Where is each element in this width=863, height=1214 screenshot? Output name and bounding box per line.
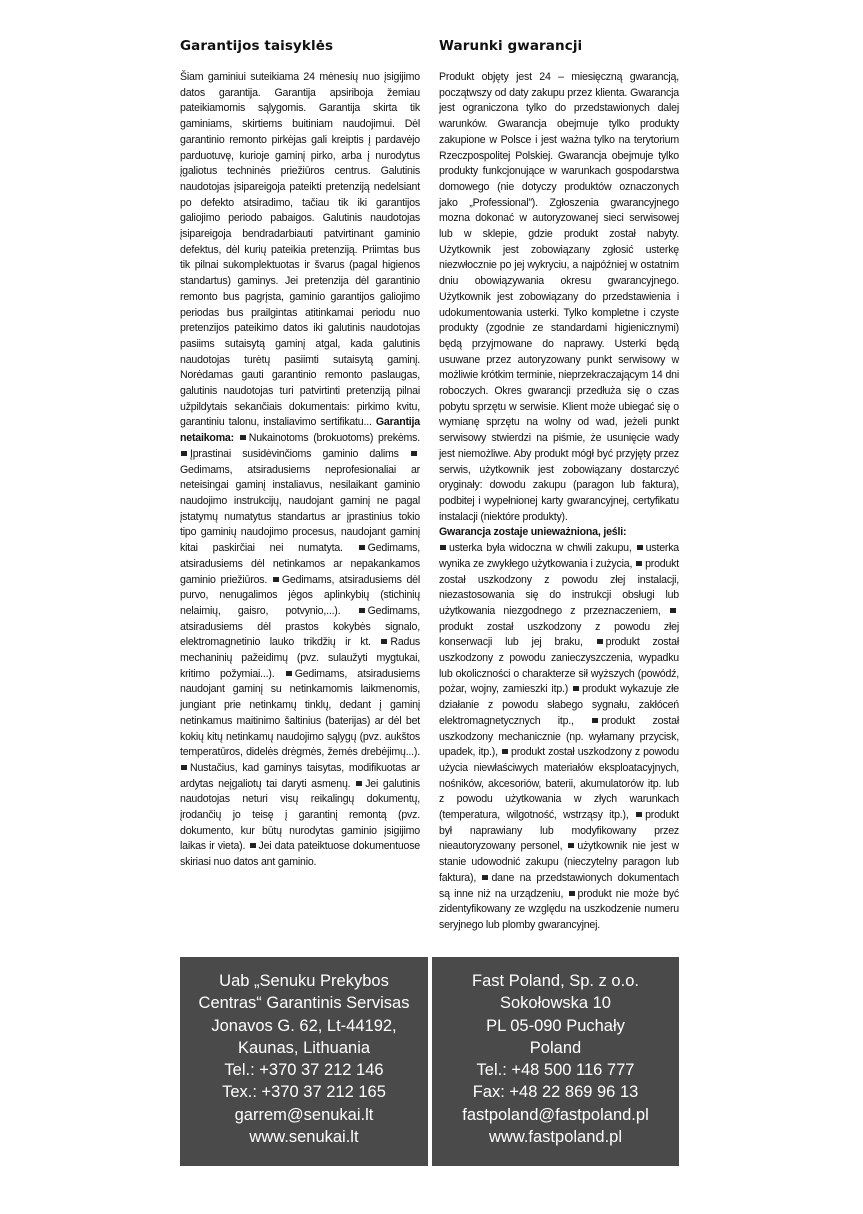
exclusion-item: produkt został uszkodzony mechanicznie (np. wyłamany przycisk, upadek, itp.), bbox=[439, 714, 679, 759]
bullet-square-icon bbox=[636, 561, 642, 566]
contact-phone: Tel.: +48 500 116 777 bbox=[476, 1061, 635, 1080]
contact-fax: Tex.: +370 37 212 165 bbox=[222, 1083, 386, 1102]
contact-line: Uab „Senuku Prekybos bbox=[219, 972, 389, 990]
exclusion-item: Nukainotoms (brokuotoms) prekėms. bbox=[248, 432, 420, 445]
bullet-square-icon bbox=[573, 686, 579, 691]
exclusion-item: usterka była widoczna w chwili zakupu, bbox=[449, 542, 632, 555]
bullet-square-icon bbox=[592, 718, 598, 723]
contact-website-link[interactable]: www.fastpoland.pl bbox=[489, 1128, 622, 1147]
bullet-square-icon bbox=[637, 545, 643, 550]
lithuanian-exclusions-heading: Garantija netaikoma: bbox=[180, 416, 420, 445]
exclusion-item: dane na przedstawionych dokumentach są inne niż na urządzeniu, bbox=[439, 871, 679, 900]
exclusion-item: Nustačius, kad gaminys taisytas, modifikuotas ar ardytas neįgaliotų tai daryti asmenų. bbox=[180, 761, 420, 790]
contact-line: Kaunas, Lithuania bbox=[237, 1038, 371, 1057]
exclusion-item: produkt wykazuje złe działanie z powodu słabego sygnału, zakłóceń elektromagnetycznych itp., bbox=[439, 683, 679, 727]
exclusion-item: Gedimams, atsiradusiems naudojant gaminį su netinkamomis laikmenomis, jungiant prie netinkamų tinklų, dedant į gaminį netinkamus maitinimo šaltinius (baterijas) ar dėl bet kokių kitų netinkamų naudojimo sąlygų (pvz. aukštos temperatūros, didelės drėgmės, žemės drebėjimų...). bbox=[180, 667, 421, 759]
bullet-square-icon bbox=[440, 545, 446, 550]
polish-service-contact-box bbox=[432, 957, 679, 1166]
exclusion-item: Jei galutinis naudotojas neturi visų reikalingų dokumentų, įrodančių jo teisę į garantinį remontą (pvz. dokumento, kur būtų nurodytas gaminio įsigijimo laikas ir vieta). bbox=[180, 777, 420, 853]
contact-email-link[interactable]: garrem@senukai.lt bbox=[234, 1105, 374, 1124]
contact-line: Centras“ Garantinis Servisas bbox=[198, 994, 410, 1013]
lithuanian-exclusions-list bbox=[180, 432, 420, 868]
exclusion-item: Jei data pateiktuose dokumentuose skiriasi nuo datos ant gaminio. bbox=[180, 840, 421, 869]
lithuanian-warranty-body bbox=[180, 70, 420, 871]
contact-line: PL 05-090 Puchały bbox=[486, 1016, 625, 1035]
contact-line: Sokołowska 10 bbox=[500, 994, 611, 1013]
polish-warranty-intro: Produkt objęty jest 24 – miesięczną gwarancją, początwszy od daty zakupu przez klienta. Gwarancja jest ograniczona tylko do przedstawionych dalej warunków. Gwarancja obejmuje tylko produkty zakupione w Polsce i jest ważna tylko na terytorium Rzeczpospolitej Polskiej. Gwarancja obejmuje tylko produkty funkcjonujące w warunkach gospodarstwa domowego (nie dotyczy produktów oznaczonych jako „Professional”). Zgłoszenia gwarancyjnego mozna dokonać w autoryzowanej sieci serwisowej lub w sklepie, gdzie produkt został nabyty. Użytkownik jest zobowiązany zgłosić usterkę niezwłocznie po jej wykryciu, a najpóźniej w ostatnim dniu obowiązywania okresu gwarancyjnego. Użytkownik jest zobowiązany do przedstawienia i udokumentowania usterki. Tylko kompletne i czyste produkty (zgodnie ze standardami higienicznymi) będą przyjmowane do naprawy. Usterki będą usuwane przez autoryzowany punkt serwisowy w możliwie krótkim terminie, nieprzekraczającym 14 dni roboczych. Okres gwarancji przedłuża się o czas pobytu sprzętu w serwisie. Klient może ubiegać się o wymianę sprzętu na wolny od wad, jeżeli punkt serwisowy stwierdzi na piśmie, że usunięcie wady jest niemożliwe. Aby produkt mógł być przyjęty przez serwis, użytkownik jest zobowiązany dostarczyć oryginały: dowodu zakupu (paragon lub faktura), podbitej i wypełnionej karty gwarancyjnej, certyfikatu instalacji (niektóre produkty). bbox=[439, 71, 679, 523]
lithuanian-warranty-title: Garantijos taisyklės bbox=[180, 38, 334, 54]
lithuanian-service-contact-box bbox=[180, 957, 428, 1166]
bullet-square-icon bbox=[482, 875, 488, 880]
lithuanian-warranty-section bbox=[180, 38, 420, 871]
contact-fax: Fax: +48 22 869 96 13 bbox=[472, 1083, 639, 1102]
bullet-square-icon bbox=[273, 577, 279, 582]
exclusion-item: produkt został uszkodzony z powodu złej instalacji, niezastosowania się do instrukcji obsługi lub użytkowania niezgodnego z przeznaczeniem, bbox=[439, 557, 679, 617]
polish-warranty-body bbox=[439, 70, 679, 934]
contact-website-link[interactable]: www.senukai.lt bbox=[249, 1128, 359, 1147]
bullet-square-icon bbox=[670, 608, 676, 613]
bullet-square-icon bbox=[381, 639, 387, 644]
exclusion-item: produkt został uszkodzony z powodu użycia niewłaściwych materiałów eksploatacyjnych, nośników, akcesoriów, baterii, akumulatorów itp. lub z powodu użytkowania w złych warunkach (temperatura, wilgotność, wstrząsy itp.), bbox=[439, 746, 679, 822]
bullet-square-icon bbox=[359, 608, 365, 613]
bullet-square-icon bbox=[597, 639, 603, 644]
contact-line: Fast Poland, Sp. z o.o. bbox=[472, 972, 639, 990]
polish-warranty-title: Warunki gwarancji bbox=[439, 38, 583, 54]
bullet-square-icon bbox=[250, 843, 256, 848]
bullet-square-icon bbox=[181, 451, 187, 456]
exclusion-item: użytkownik nie jest w stanie udowodnić zakupu (nieczytelny paragon lub faktura), bbox=[439, 840, 679, 884]
polish-exclusions-heading: Gwarancja zostaje unieważniona, jeśli: bbox=[439, 526, 627, 539]
bullet-square-icon bbox=[181, 765, 187, 770]
exclusion-item: Gedimams, atsiradusiems dėl purvo, nenugalimos jėgos aplinkybių (stichinių nelaimių, gaisro, potvynio,...). bbox=[180, 573, 420, 617]
lithuanian-warranty-intro: Šiam gaminiui suteikiama 24 mėnesių nuo įsigijimo datos garantija. Garantija apsiriboja žemiau pateikiamomis sąlygomis. Garantija skirta tik gaminiams, skirtiems buitiniam naudojimui. Dėl garantinio remonto pirkėjas gali kreiptis į pardavėjo parduotuvę, kurioje gaminį pirko, arba į nurodytus įgaliotus techninės priežiūros centrus. Galutinis naudotojas įsipareigoja pateikti pretenziją nedelsiant po defekto atsiradimo, tačiau tik iki garantijos galiojimo periodo pabaigos. Galutinis naudotojas įsipareigoja bendradarbiauti patvirtinant gaminio defektus, dėl kurių pateikia pretenziją. Priimtas bus tik pilnai sukomplektuotas ir švarus (pagal higienos standartus) gaminys. Jei pretenzija dėl garantinio remonto bus pagrįsta, gaminio garantijos galiojimo periodas bus prailgintas atitinkamai periodu nuo pretenzijos pateikimo datos iki galutinis naudotojas pasiims sutaisytą gaminį atgal, kada galutinis naudotojas turėtų pasiimti sutaisytą gaminį. Norėdamas gauti garantinio remonto paslaugas, galutinis naudotojas turi patvirtinti pretenziją pilnai užpildytais sekančiais dokumentais: pirkimo kvitu, garantiniu talonu, instaliavimo sertifikatu... bbox=[180, 71, 420, 429]
polish-warranty-section bbox=[439, 38, 679, 934]
bullet-square-icon bbox=[356, 781, 362, 786]
bullet-square-icon bbox=[240, 435, 246, 440]
exclusion-item: Radus mechaninių pažeidimų (pvz. sulaužyti mygtukai, kritimo požymiai...). bbox=[180, 636, 420, 680]
bullet-square-icon bbox=[411, 451, 417, 456]
bullet-square-icon bbox=[286, 671, 292, 676]
contact-line: Jonavos G. 62, Lt-44192, bbox=[211, 1016, 397, 1035]
contact-email-link[interactable]: fastpoland@fastpoland.pl bbox=[462, 1105, 649, 1124]
bullet-square-icon bbox=[636, 812, 642, 817]
exclusion-item: produkt nie może być zidentyfikowany ze względu na uszkodzenie numeru seryjnego lub plomby gwarancyjnej. bbox=[439, 887, 679, 931]
bullet-square-icon bbox=[568, 843, 574, 848]
exclusion-item: Gedimams, atsiradusiems dėl netinkamos ar nepakankamos gaminio priežiūros. bbox=[180, 542, 421, 586]
exclusion-item: Įprastinai susidėvinčioms gaminio dalims bbox=[190, 447, 399, 460]
bullet-square-icon bbox=[502, 749, 508, 754]
exclusion-item: produkt był naprawiany lub modyfikowany przez nieautoryzowany personel, bbox=[439, 809, 679, 853]
contact-phone: Tel.: +370 37 212 146 bbox=[224, 1061, 384, 1080]
exclusion-item: Gedimams, atsiradusiems neprofesionaliai ar neteisingai gaminį instaliavus, nesilaikant gaminio naudojimo instrukcijų, naudojant gaminį ne pagal įstatymų numatytus standartus ar įprastinius tokio tipo gaminių naudojimo procesus, naudojant gaminį kitai paskirčiai nei numatyta. bbox=[180, 463, 420, 555]
polish-exclusions-list bbox=[439, 542, 679, 931]
exclusion-item: produkt został uszkodzony z powodu złej konserwacji lub jej braku, bbox=[439, 620, 679, 649]
exclusion-item: Gedimams, atsiradusiems dėl prastos kokybės signalo, elektromagnetinio lauko trikdžių ir kt. bbox=[180, 604, 420, 649]
bullet-square-icon bbox=[569, 891, 575, 896]
exclusion-item: produkt został uszkodzony z powodu zanieczyszczenia, wypadku lub okoliczności o charakterze sił wyższych (powódź, pożar, wojny, zamieszki itp.) bbox=[439, 636, 679, 696]
contact-line: Poland bbox=[529, 1038, 582, 1057]
exclusion-item: usterka wynika ze zwykłego użytkowania i zużycia, bbox=[439, 542, 679, 570]
bullet-square-icon bbox=[359, 545, 365, 550]
